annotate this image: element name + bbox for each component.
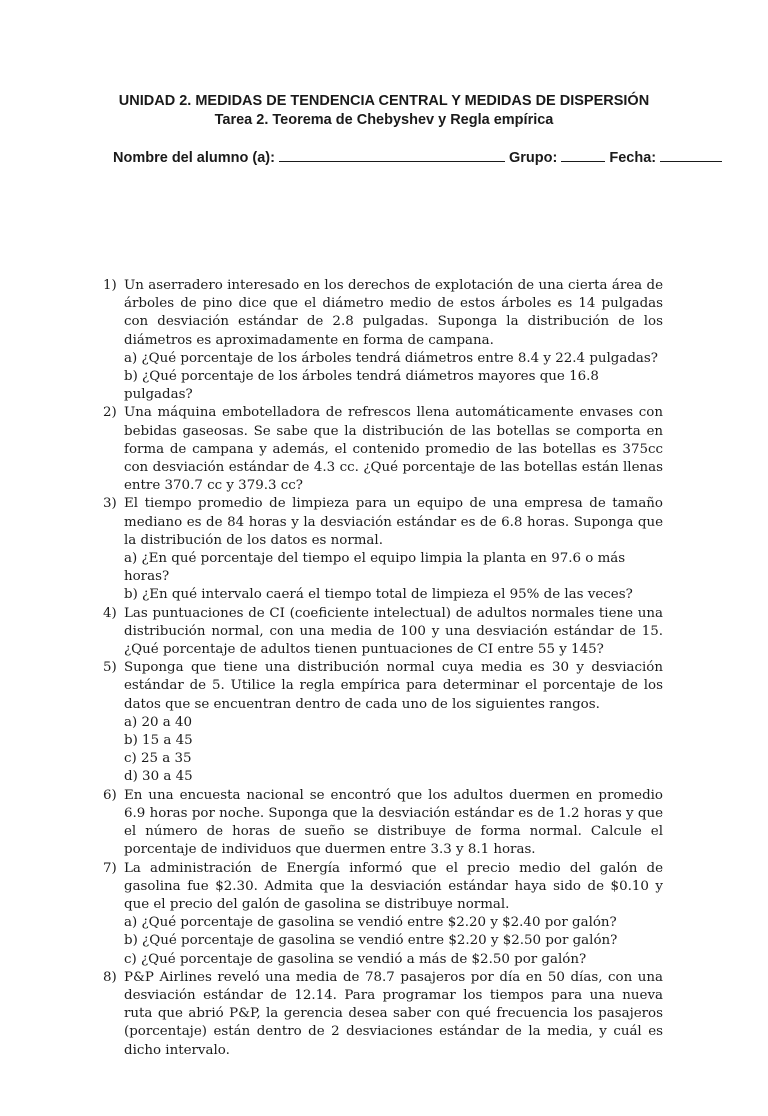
question-text: El tiempo promedio de limpieza para un equipo de una empresa de tamaño mediano es de 84 horas y la desviación estándar es de 6.8 horas. Suponga que la distribución de los datos es normal. — [124, 496, 663, 548]
question-option: a) ¿En qué porcentaje del tiempo el equipo limpia la planta en 97.6 o más horas? — [124, 551, 626, 585]
question-text: P&P Airlines reveló una media de 78.7 pasajeros por día en 50 días, con una desviación estándar de 12.14. Para programar los tiempos para una nueva ruta que abrió P&P, la gerencia desea saber con qué frecuencia los pasajeros (porcentaje) están dentro de 2 desviaciones estándar de la media, y cuál es dicho intervalo. — [124, 969, 663, 1058]
question-number: 4) — [103, 605, 117, 621]
question-text: Suponga que tiene una distribución normal cuya media es 30 y desviación estándar de 5. Utilice la regla empírica para determinar el porcentaje de los datos que se encuentran dentro de cada uno de los siguientes rangos. — [124, 660, 663, 712]
question-3 — [103, 495, 663, 604]
date-blank — [660, 149, 722, 162]
question-option: b) ¿Qué porcentaje de gasolina se vendió entre $2.20 y $2.50 por galón? — [124, 933, 618, 949]
question-number: 1) — [103, 278, 117, 293]
question-option: a) 20 a 40 — [124, 714, 193, 730]
question-8 — [103, 969, 663, 1060]
document-page — [0, 92, 768, 1116]
question-option: c) 25 a 35 — [124, 751, 192, 767]
question-number: 8) — [103, 969, 117, 985]
question-text: Una máquina embotelladora de refrescos llena automáticamente envases con bebidas gaseosas. Se sabe que la distribución de las botellas se comporta en forma de campana y además, el contenido promedio de las botellas es 375cc con desviación estándar de 4.3 cc. ¿Qué porcentaje de las botellas están llenas entre 370.7 cc y 379.3 cc? — [124, 405, 663, 494]
question-7 — [103, 860, 663, 969]
document-title: UNIDAD 2. MEDIDAS DE TENDENCIA CENTRAL Y MEDIDAS DE DISPERSIÓN — [118, 93, 650, 109]
question-2 — [103, 404, 663, 495]
question-text: Las puntuaciones de CI (coeficiente intelectual) de adultos normales tiene una distribución normal, con una media de 100 y una desviación estándar de 15. ¿Qué porcentaje de adultos tienen puntuaciones de CI entre 55 y 145? — [124, 605, 663, 658]
document-subtitle: Tarea 2. Teorema de Chebyshev y Regla empírica — [214, 112, 554, 128]
group-blank — [561, 149, 605, 162]
question-1 — [103, 277, 663, 404]
question-option: d) 30 a 45 — [124, 769, 193, 785]
question-text: La administración de Energía informó que el precio medio del galón de gasolina fue $2.30. Admita que la desviación estándar haya sido de $0.10 y que el precio del galón de gasolina se distribuye normal. — [124, 860, 663, 912]
question-number: 6) — [103, 787, 117, 803]
question-6 — [103, 787, 663, 860]
question-number: 2) — [103, 405, 117, 421]
question-option: a) ¿Qué porcentaje de los árboles tendrá diámetros entre 8.4 y 22.4 pulgadas? — [124, 350, 658, 366]
question-option: b) 15 a 45 — [124, 733, 193, 749]
question-option: b) ¿En qué intervalo caerá el tiempo total de limpieza el 95% de las veces? — [124, 587, 633, 603]
question-text: Un aserradero interesado en los derechos de explotación de una cierta área de árboles de pino dice que el diámetro medio de estos árboles es 14 pulgadas con desviación estándar de 2.8 pulgadas. Suponga la distribución de los diámetros es aproximadamente en forma de campana. — [124, 278, 663, 348]
question-number: 3) — [103, 496, 117, 512]
question-number: 5) — [103, 660, 117, 676]
question-option: c) ¿Qué porcentaje de gasolina se vendió a más de $2.50 por galón? — [124, 951, 587, 967]
question-option: a) ¿Qué porcentaje de gasolina se vendió entre $2.20 y $2.40 por galón? — [124, 915, 617, 931]
question-4 — [103, 605, 663, 660]
document-header — [0, 92, 768, 130]
question-number: 7) — [103, 860, 117, 876]
name-blank — [279, 149, 505, 162]
question-5 — [103, 659, 663, 786]
name-label: Nombre del alumno (a): — [113, 150, 275, 166]
group-label: Grupo: — [509, 150, 558, 166]
student-info-line — [113, 149, 768, 168]
question-text: En una encuesta nacional se encontró que los adultos duermen en promedio 6.9 horas por noche. Suponga que la desviación estándar es de 1.2 horas y que el número de horas de sueño se distribuye de forma normal. Calcule el porcentaje de individuos que duermen entre 3.3 y 8.1 horas. — [124, 787, 663, 858]
question-option: b) ¿Qué porcentaje de los árboles tendrá diámetros mayores que 16.8 pulgadas? — [124, 369, 599, 403]
date-label: Fecha: — [609, 150, 657, 166]
question-list — [103, 277, 663, 1060]
